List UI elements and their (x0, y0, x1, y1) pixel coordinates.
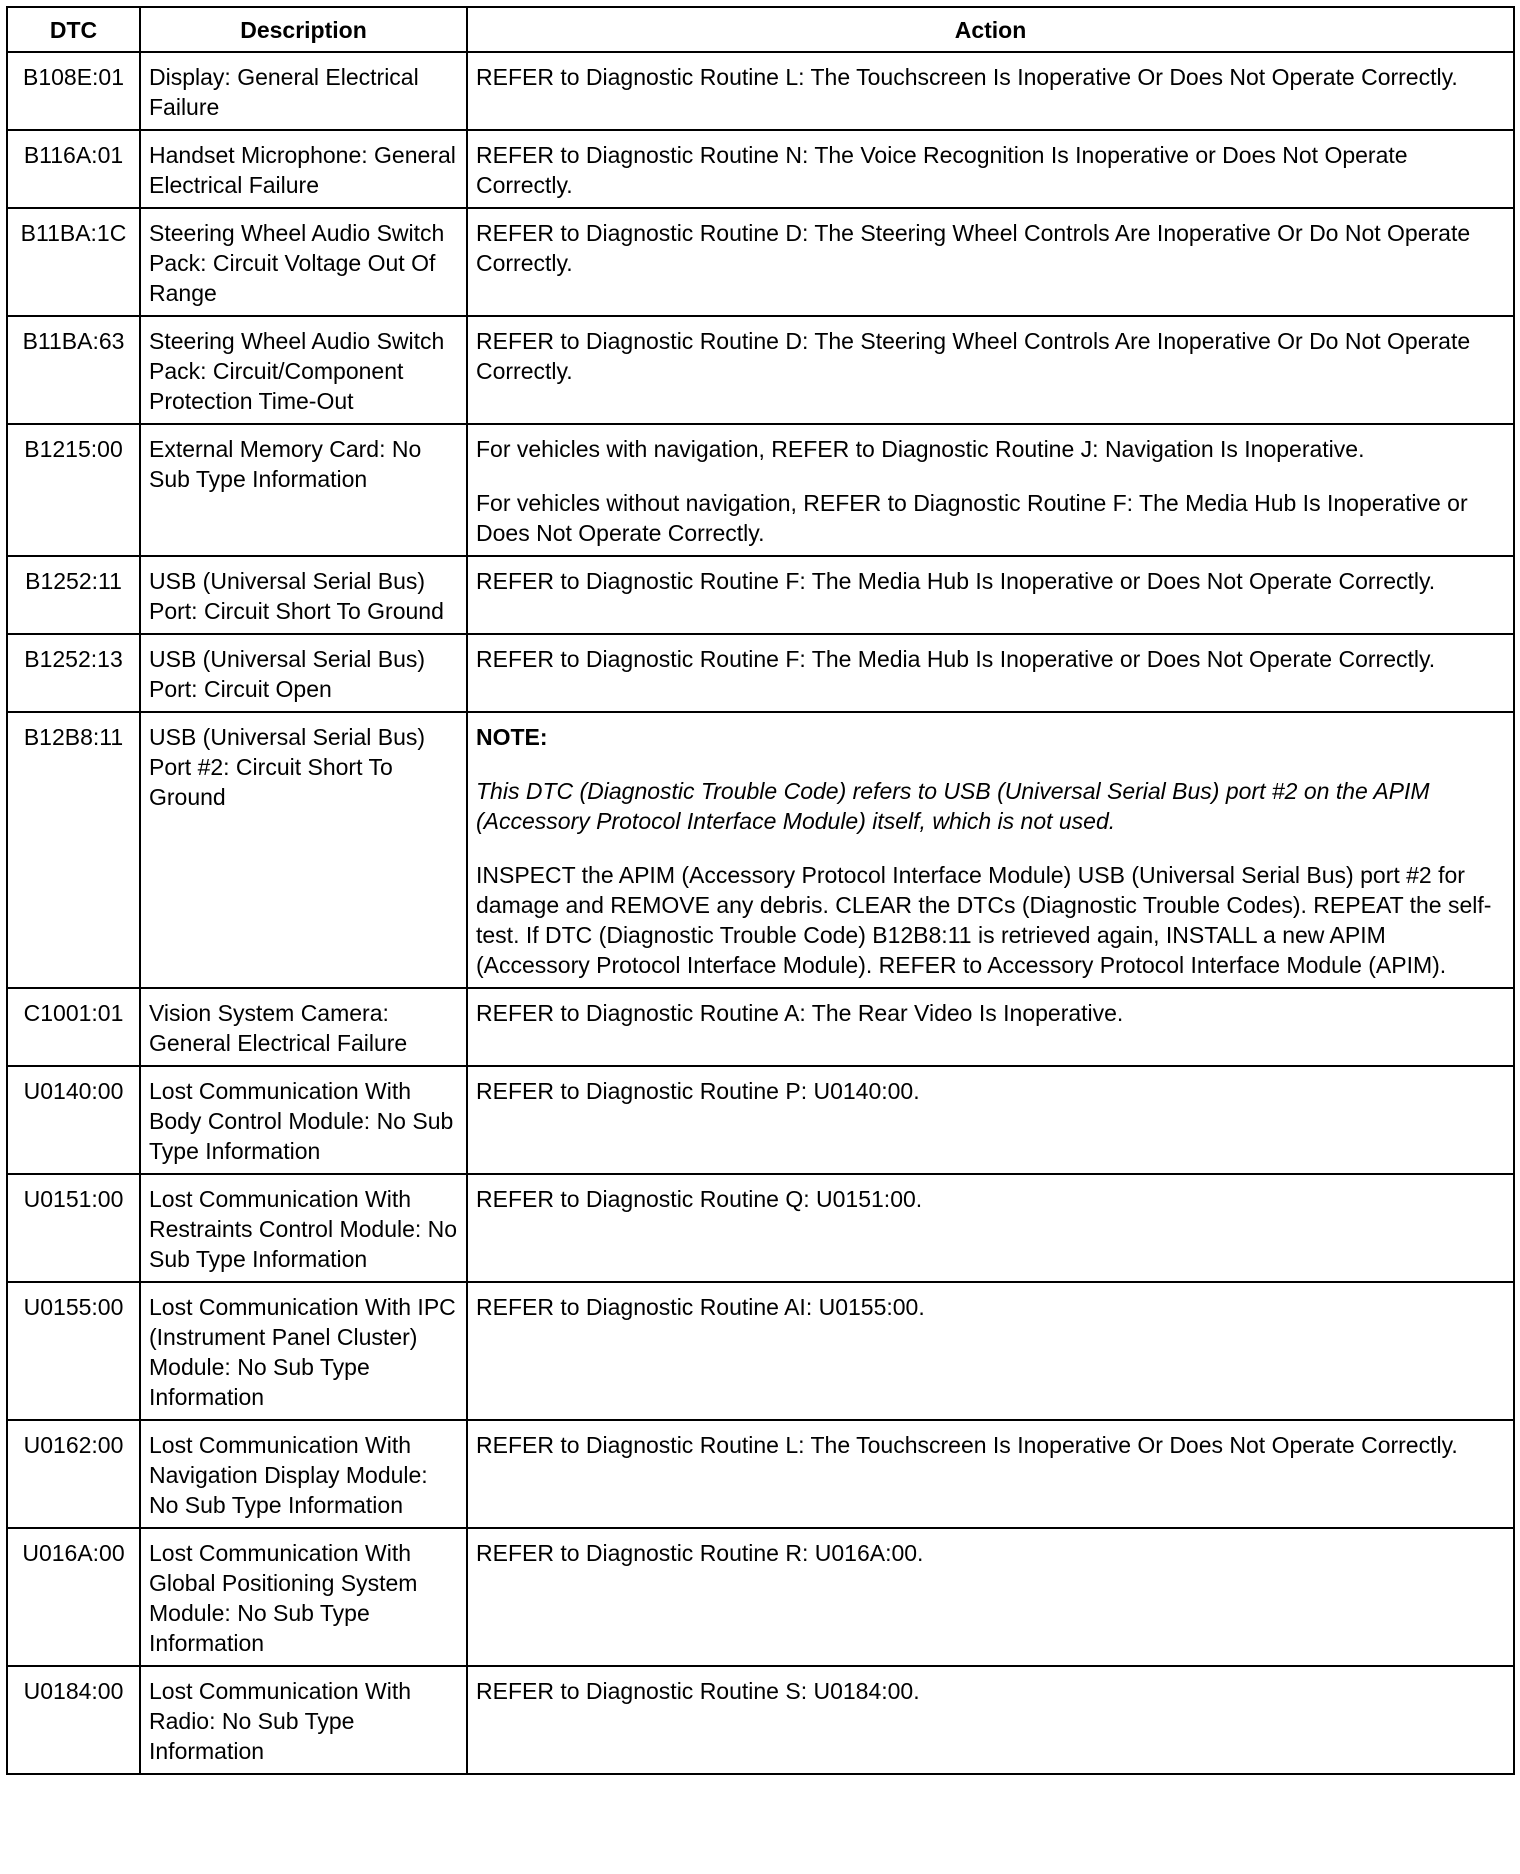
column-header-description: Description (140, 7, 467, 52)
action-cell (467, 1066, 1514, 1174)
action-paragraph: REFER to Diagnostic Routine D: The Steering Wheel Controls Are Inoperative Or Do Not Operate Correctly. (476, 328, 1471, 384)
table-header (7, 7, 1514, 52)
table-row (7, 1282, 1514, 1420)
description-cell: Steering Wheel Audio Switch Pack: Circuit Voltage Out Of Range (140, 208, 467, 316)
description-cell: Lost Communication With Navigation Display Module: No Sub Type Information (140, 1420, 467, 1528)
dtc-code-cell: U0162:00 (7, 1420, 140, 1528)
table-row (7, 1666, 1514, 1774)
note-text: This DTC (Diagnostic Trouble Code) refers to USB (Universal Serial Bus) port #2 on the APIM (Accessory Protocol Interface Module) itself, which is not used. (476, 778, 1430, 834)
table-row (7, 988, 1514, 1066)
description-cell: Lost Communication With IPC (Instrument Panel Cluster) Module: No Sub Type Information (140, 1282, 467, 1420)
dtc-code-cell: B1252:13 (7, 634, 140, 712)
table-row (7, 556, 1514, 634)
dtc-code-cell: B116A:01 (7, 130, 140, 208)
action-paragraph: REFER to Diagnostic Routine F: The Media Hub Is Inoperative or Does Not Operate Correctly. (476, 646, 1436, 672)
dtc-code-cell: U0151:00 (7, 1174, 140, 1282)
table-row (7, 208, 1514, 316)
table-row (7, 634, 1514, 712)
table-row (7, 1528, 1514, 1666)
action-paragraph: REFER to Diagnostic Routine Q: U0151:00. (476, 1186, 923, 1212)
dtc-table-container (6, 6, 1515, 1775)
header-row (7, 7, 1514, 52)
table-row (7, 130, 1514, 208)
dtc-code-cell: B11BA:1C (7, 208, 140, 316)
action-paragraph: REFER to Diagnostic Routine N: The Voice Recognition Is Inoperative or Does Not Operate Correctly. (476, 142, 1408, 198)
dtc-code-cell: U0140:00 (7, 1066, 140, 1174)
description-cell: External Memory Card: No Sub Type Information (140, 424, 467, 556)
dtc-code-cell: B108E:01 (7, 52, 140, 130)
action-paragraph: INSPECT the APIM (Accessory Protocol Interface Module) USB (Universal Serial Bus) port #2 for damage and REMOVE any debris. CLEAR the DTCs (Diagnostic Trouble Codes). REPEAT the self-test. If DTC (Diagnostic Trouble Code) B12B8:11 is retrieved again, INSTALL a new APIM (Accessory Protocol Interface Module). REFER to Accessory Protocol Interface Module (APIM). (476, 862, 1492, 978)
action-cell (467, 634, 1514, 712)
action-paragraph: For vehicles with navigation, REFER to Diagnostic Routine J: Navigation Is Inoperative. (476, 436, 1365, 462)
description-cell: Lost Communication With Radio: No Sub Type Information (140, 1666, 467, 1774)
column-header-action: Action (467, 7, 1514, 52)
description-cell: Vision System Camera: General Electrical Failure (140, 988, 467, 1066)
note-heading: NOTE: (476, 724, 548, 750)
action-cell (467, 52, 1514, 130)
description-cell: Display: General Electrical Failure (140, 52, 467, 130)
action-cell (467, 712, 1514, 988)
dtc-code-cell: B1252:11 (7, 556, 140, 634)
action-cell (467, 130, 1514, 208)
table-row (7, 712, 1514, 988)
table-row (7, 1066, 1514, 1174)
description-cell: USB (Universal Serial Bus) Port #2: Circuit Short To Ground (140, 712, 467, 988)
action-cell (467, 1528, 1514, 1666)
action-cell (467, 556, 1514, 634)
action-cell (467, 988, 1514, 1066)
dtc-code-cell: B1215:00 (7, 424, 140, 556)
action-cell (467, 1282, 1514, 1420)
action-cell (467, 208, 1514, 316)
action-paragraph: REFER to Diagnostic Routine AI: U0155:00. (476, 1294, 925, 1320)
action-cell (467, 1174, 1514, 1282)
description-cell: Steering Wheel Audio Switch Pack: Circuit/Component Protection Time-Out (140, 316, 467, 424)
description-cell: Lost Communication With Global Positioning System Module: No Sub Type Information (140, 1528, 467, 1666)
action-paragraph: For vehicles without navigation, REFER to Diagnostic Routine F: The Media Hub Is Inoperative or Does Not Operate Correctly. (476, 490, 1468, 546)
action-paragraph: REFER to Diagnostic Routine A: The Rear Video Is Inoperative. (476, 1000, 1124, 1026)
dtc-code-cell: U0184:00 (7, 1666, 140, 1774)
action-paragraph: REFER to Diagnostic Routine F: The Media Hub Is Inoperative or Does Not Operate Correctly. (476, 568, 1436, 594)
action-paragraph: REFER to Diagnostic Routine R: U016A:00. (476, 1540, 924, 1566)
action-paragraph: REFER to Diagnostic Routine S: U0184:00. (476, 1678, 920, 1704)
description-cell: Lost Communication With Body Control Module: No Sub Type Information (140, 1066, 467, 1174)
table-row (7, 1420, 1514, 1528)
action-cell (467, 1666, 1514, 1774)
description-cell: Handset Microphone: General Electrical Failure (140, 130, 467, 208)
dtc-code-cell: C1001:01 (7, 988, 140, 1066)
dtc-code-cell: B11BA:63 (7, 316, 140, 424)
dtc-code-cell: U016A:00 (7, 1528, 140, 1666)
action-cell (467, 1420, 1514, 1528)
description-cell: USB (Universal Serial Bus) Port: Circuit Short To Ground (140, 556, 467, 634)
table-row (7, 424, 1514, 556)
dtc-code-cell: U0155:00 (7, 1282, 140, 1420)
dtc-table (6, 6, 1515, 1775)
description-cell: Lost Communication With Restraints Control Module: No Sub Type Information (140, 1174, 467, 1282)
table-row (7, 316, 1514, 424)
column-header-dtc: DTC (7, 7, 140, 52)
action-paragraph: REFER to Diagnostic Routine P: U0140:00. (476, 1078, 920, 1104)
table-row (7, 1174, 1514, 1282)
description-cell: USB (Universal Serial Bus) Port: Circuit Open (140, 634, 467, 712)
table-row (7, 52, 1514, 130)
action-cell (467, 424, 1514, 556)
dtc-code-cell: B12B8:11 (7, 712, 140, 988)
action-paragraph: REFER to Diagnostic Routine L: The Touchscreen Is Inoperative Or Does Not Operate Correctly. (476, 1432, 1458, 1458)
action-paragraph: REFER to Diagnostic Routine L: The Touchscreen Is Inoperative Or Does Not Operate Correctly. (476, 64, 1458, 90)
action-cell (467, 316, 1514, 424)
action-paragraph: REFER to Diagnostic Routine D: The Steering Wheel Controls Are Inoperative Or Do Not Operate Correctly. (476, 220, 1471, 276)
table-body (7, 52, 1514, 1774)
